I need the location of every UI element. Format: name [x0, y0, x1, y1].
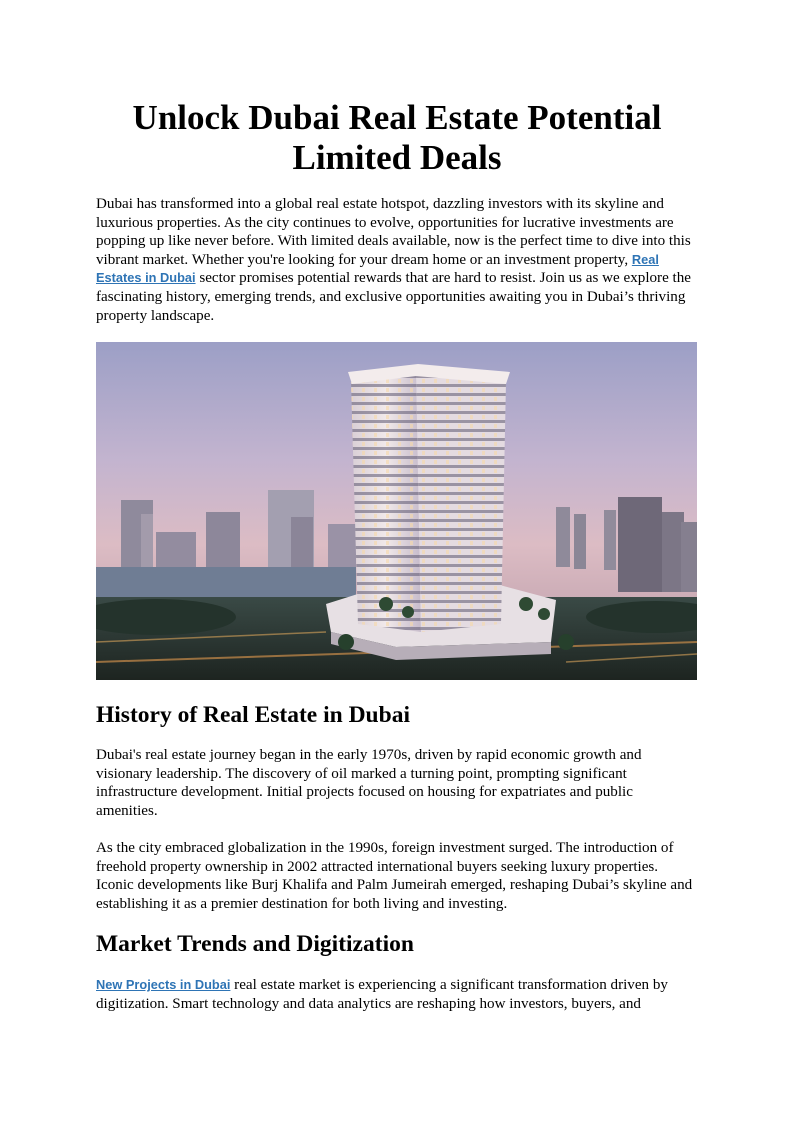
trends-text: real estate market is experiencing a significant transformation driven by digitization. Smart technology and data analytics are reshaping how investors, buyers, and	[96, 977, 668, 1012]
real-estates-in-dubai-link[interactable]: Real Estates in Dubai	[96, 251, 659, 286]
new-projects-in-dubai-link[interactable]: New Projects in Dubai	[96, 977, 231, 992]
title-line-1: Unlock Dubai Real Estate Potential	[132, 98, 662, 137]
history-paragraph-2: As the city embraced globalization in the 1990s, foreign investment surged. The introduction of freehold property ownership in 2002 attracted international buyers seeking luxury properties. Iconic developments like Burj Khalifa and Palm Jumeirah emerged, reshaping Dubai’s skyline and establishing it as a premier destination for both living and investing.	[96, 840, 693, 912]
dubai-tower-image	[96, 342, 697, 680]
intro-text-end: sector promises potential rewards that are hard to resist. Join us as we explore the fascinating history, emerging trends, and exclusive opportunities awaiting you in Dubai’s thriving property landscape.	[96, 270, 691, 324]
history-paragraph-1: Dubai's real estate journey began in the early 1970s, driven by rapid economic growth and visionary leadership. The discovery of oil marked a turning point, prompting significant infrastructure development. Initial projects focused on housing for expatriates and public amenities.	[96, 747, 642, 819]
title-line-2: Limited Deals	[292, 138, 502, 177]
intro-text-start: Dubai has transformed into a global real estate hotspot, dazzling investors with its skyline and luxurious properties. As the city continues to evolve, opportunities for lucrative investments are popping up like never before. With limited deals available, now is the perfect time to dive into this vibrant market. Whether you're looking for your dream home or an investment property,	[96, 196, 691, 268]
intro-paragraph	[96, 195, 698, 325]
trends-paragraph	[96, 976, 698, 1013]
history-heading: History of Real Estate in Dubai	[96, 702, 410, 728]
trends-heading: Market Trends and Digitization	[96, 931, 414, 957]
page-title	[96, 98, 698, 178]
